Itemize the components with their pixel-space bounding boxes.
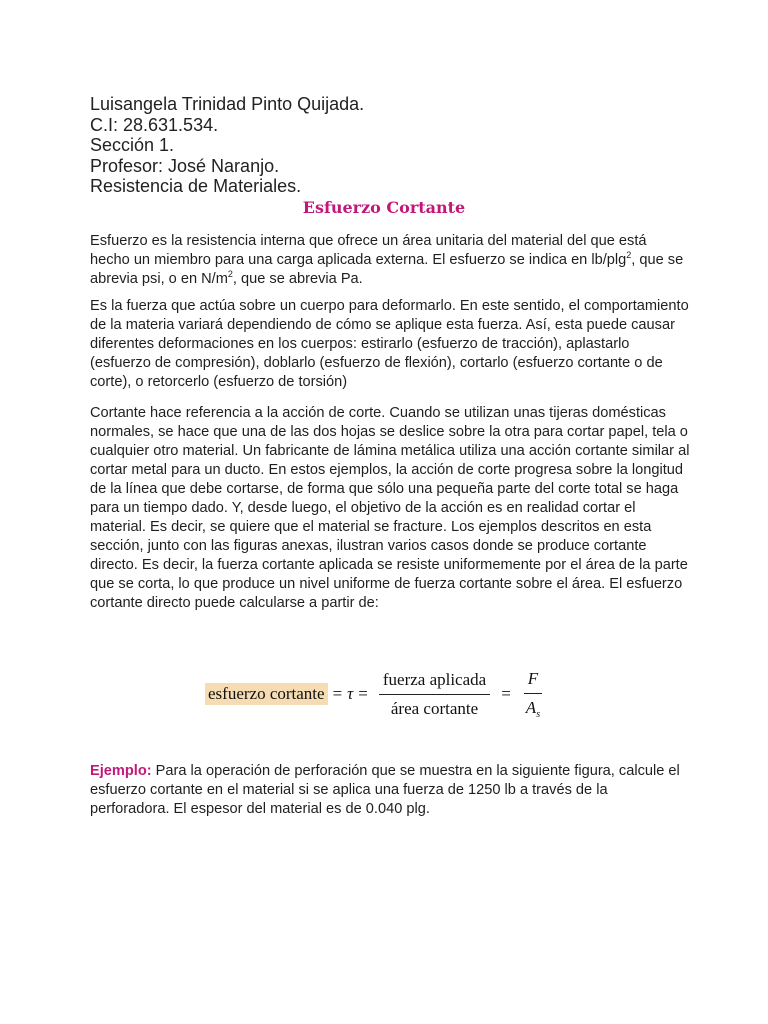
formula-A-container [522,694,544,720]
paragraph-example [90,762,690,819]
formula-A-subscript: s [536,708,541,720]
paragraph-definition-part-b: , que se abrevia psi, o en N/m [90,252,684,287]
formula-equals: = [332,684,343,703]
paragraph-definition-part-a: Esfuerzo es la resistencia interna que ofrece un área unitaria del material del que está hecho un miembro para una carga aplicada externa. El esfuerzo se indica en lb/plg [90,233,647,268]
paragraph-definition [90,232,690,289]
formula-equals: = [501,684,511,703]
paragraph-definition-part-c: , que se abrevia Pa. [232,271,363,287]
example-text: Para la operación de perforación que se muestra en la siguiente figura, calcule el esfuerzo cortante en el material si se aplica una fuerza de 1250 lb a través de la perforadora. El espesor del material es de 0.040 plg. [90,763,680,817]
formula-fraction-symbols [522,669,544,720]
section-number: Sección 1. [90,135,175,155]
shear-stress-formula [175,658,595,730]
paragraph-force-types: Es la fuerza que actúa sobre un cuerpo para deformarlo. En este sentido, el comportamiento de la materia variará dependiendo de cómo se aplique esta fuerza. Así, esta puede causar diferentes deformaciones en los cuerpos: estirarlo (esfuerzo de tracción), aplastarlo (esfuerzo de compresión), doblarlo (esfuerzo de flexión), cortarlo (esfuerzo cortante o de corte), o retorcerlo (esfuerzo de torsión) [90,298,689,390]
formula-lhs: esfuerzo cortante [205,683,328,705]
professor-name: Profesor: José Naranjo. [90,155,280,176]
superscript-squared: 2 [227,269,233,279]
formula-numerator: fuerza aplicada [379,670,490,695]
formula-F: F [524,669,542,694]
formula-tau: τ [347,684,354,703]
formula-A: A [525,697,537,717]
student-id: C.I: 28.631.534. [90,114,219,135]
formula-denominator: área cortante [390,698,479,718]
superscript-squared: 2 [626,250,632,260]
formula-equals: = [358,684,368,703]
paragraph-shear-explanation: Cortante hace referencia a la acción de corte. Cuando se utilizan unas tijeras domésticas normales, se hace que una de las dos hojas se deslice sobre la otra para cortar papel, tela o cualquier otro material. Un fabricante de lámina metálica utiliza una acción cortante similar al cortar metal para un ducto. En estos ejemplos, la acción de corte progresa sobre la longitud de la línea que debe cortarse, de forma que sólo una pequeña parte del corte total se haga para un tiempo dado. Y, desde luego, el objetivo de la acción es en realidad cortar el material. Es decir, se quiere que el material se fracture. Los ejemplos descritos en esta sección, junto con las figuras anexas, ilustran varios casos donde se produce cortante directo. Es decir, la fuerza cortante aplicada se resiste uniformemente por el área de la parte que se corta, lo que produce un nivel uniforme de fuerza cortante sobre el área. El esfuerzo cortante directo puede calcularse a partir de: [90,405,690,611]
formula-fraction-words [379,670,490,719]
author-header [90,94,364,197]
example-label: Ejemplo: [90,763,152,779]
course-name: Resistencia de Materiales. [90,176,302,196]
document-title: Esfuerzo Cortante [302,198,466,217]
author-name: Luisangela Trinidad Pinto Quijada. [90,94,365,114]
